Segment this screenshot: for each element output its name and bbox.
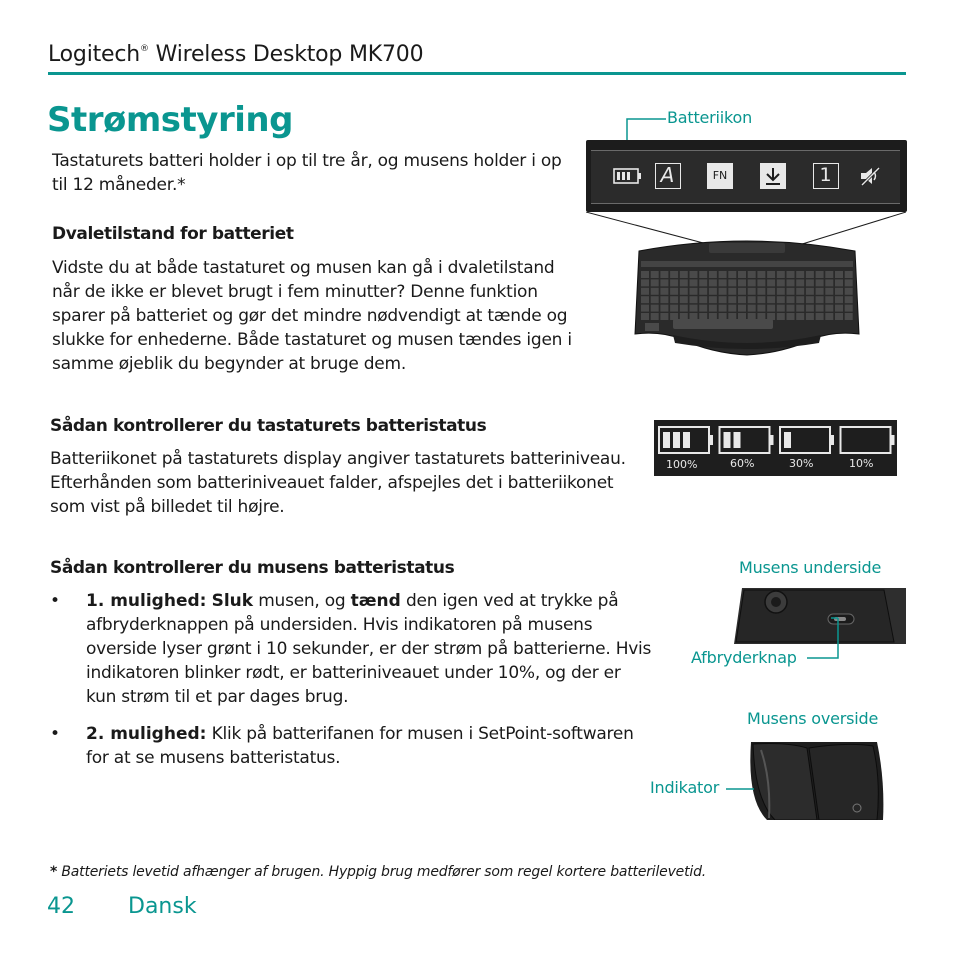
footnote-text: Batteriets levetid afhænger af brugen. Hyppig brug medfører som regel kortere batterilevetid. (61, 864, 707, 880)
keyboard-key (641, 279, 649, 286)
keyboard-key (777, 313, 785, 320)
keyboard-key (767, 271, 775, 278)
keyboard-key (825, 271, 833, 278)
keyboard-key (816, 271, 824, 278)
keyboard-key (670, 279, 678, 286)
keyboard-key (641, 313, 649, 320)
keyboard-key (796, 288, 804, 295)
keyboard-key (835, 271, 843, 278)
keyboard-key (719, 271, 727, 278)
keyboard-key (670, 305, 678, 312)
keyboard-key (690, 288, 698, 295)
fn-lock-icon (707, 163, 733, 189)
keyboard-key (796, 296, 804, 303)
battery-level-icon (659, 427, 713, 453)
keyboard-key (796, 279, 804, 286)
keyboard-key (660, 313, 668, 320)
keyboard-key (719, 296, 727, 303)
keyboard-key (728, 271, 736, 278)
keyboard-key (806, 288, 814, 295)
keyboard-key (787, 296, 795, 303)
battery-icon (613, 165, 643, 191)
keyboard-key (651, 313, 659, 320)
option-2-text (86, 722, 654, 770)
callout-power-button: Afbryderknap (691, 648, 797, 667)
battery-level-label: 10% (849, 457, 874, 470)
keyboard-key (641, 288, 649, 295)
keyboard-key (787, 305, 795, 312)
option-1-label: 1. mulighed: (86, 591, 207, 611)
keyboard-key (806, 279, 814, 286)
keyboard-key (845, 305, 853, 312)
keyboard-key (757, 279, 765, 286)
page-title: Strømstyring (47, 100, 293, 140)
callout-mouse-bottom: Musens underside (739, 558, 882, 577)
keyboard-key (787, 271, 795, 278)
header-divider (48, 72, 906, 75)
battery-level-label: 60% (730, 457, 755, 470)
option-2-body: Klik på batterifanen for musen i SetPoint-softwaren for at se musens batteristatus. (86, 724, 634, 768)
keyboard-key (709, 271, 717, 278)
list-item-option-2 (50, 722, 655, 772)
keyboard-key (748, 305, 756, 312)
keyboard-key (738, 305, 746, 312)
battery-segment (663, 432, 670, 448)
keyboard-key (835, 296, 843, 303)
intro-paragraph: Tastaturets batteri holder i op til tre år, og musens holder i op til 12 måneder.* (52, 151, 562, 195)
keyboard-key (690, 271, 698, 278)
keyboard-key (670, 288, 678, 295)
sleep-paragraph: Vidste du at både tastaturet og musen kan gå i dvaletilstand når de ikke er blevet brugt i fem minutter? Denne funktion sparer på batteriet og gør det mindre nødvendigt at tænde og slukke for enhederne. Både tastaturet og musen tændes igen i samme øjeblik du begynder at bruge dem. (52, 258, 572, 374)
keyboard-key (835, 313, 843, 320)
keyboard-key (787, 313, 795, 320)
battery-segment (784, 432, 791, 448)
keyboard-key (806, 313, 814, 320)
keyboard-key (835, 288, 843, 295)
keyboard-key (699, 279, 707, 286)
num-lock-icon (813, 163, 839, 189)
keyboard-key (699, 296, 707, 303)
keyboard-key (690, 313, 698, 320)
keyboard-key (641, 305, 649, 312)
mouse-status-heading: Sådan kontrollerer du musens batteristatus (50, 558, 455, 578)
keyboard-key (816, 305, 824, 312)
battery-segment (673, 432, 680, 448)
keyboard-key (796, 313, 804, 320)
keyboard-key (767, 296, 775, 303)
keyboard-key (670, 271, 678, 278)
keyboard-key (738, 279, 746, 286)
keyboard-key (748, 288, 756, 295)
battery-level-label: 100% (666, 458, 698, 471)
battery-level-icon (720, 427, 774, 453)
keyboard-key (699, 271, 707, 278)
battery-level-label: 30% (789, 457, 814, 470)
keyboard-key (660, 296, 668, 303)
keyboard-key (816, 313, 824, 320)
keyboard-key (719, 288, 727, 295)
battery-level-icon (841, 427, 895, 453)
keyboard-key (777, 271, 785, 278)
keyboard-key (767, 313, 775, 320)
keyboard-key (825, 305, 833, 312)
keyboard-key (816, 279, 824, 286)
keyboard-key (757, 305, 765, 312)
option-1-part-a: musen, og (258, 591, 346, 611)
keyboard-key (825, 296, 833, 303)
keyboard-key (719, 279, 727, 286)
keyboard-key (845, 296, 853, 303)
keyboard-key (767, 305, 775, 312)
battery-segment (683, 432, 690, 448)
keyboard-key (816, 296, 824, 303)
keyboard-key (845, 288, 853, 295)
battery-level-icon (780, 427, 834, 453)
keyboard-key (690, 305, 698, 312)
keyboard-key (845, 271, 853, 278)
keyboard-key (728, 279, 736, 286)
keyboard-key (806, 296, 814, 303)
keyboard-key (699, 313, 707, 320)
keyboard-key (651, 296, 659, 303)
keyboard-key (728, 313, 736, 320)
keyboard-key (680, 313, 688, 320)
bullet-icon: • (50, 591, 61, 611)
keyboard-key (825, 313, 833, 320)
keyboard-display-panel (586, 140, 907, 212)
keyboard-key (699, 305, 707, 312)
battery-levels-panel (654, 420, 897, 476)
callout-battery-icon: Batteriikon (667, 108, 753, 127)
keyboard-key (748, 313, 756, 320)
keyboard-key (699, 288, 707, 295)
footnote (50, 864, 706, 880)
keyboard-key (709, 288, 717, 295)
callout-power-line (806, 616, 846, 666)
keyboard-key (757, 271, 765, 278)
keyboard-key (660, 279, 668, 286)
callout-indicator: Indikator (650, 778, 720, 797)
battery-segment (734, 432, 741, 448)
footnote-marker: * (50, 864, 58, 880)
keyboard-status-heading: Sådan kontrollerer du tastaturets batteristatus (50, 416, 487, 436)
product-name: Wireless Desktop MK700 (155, 42, 424, 67)
page-number: 42 (47, 894, 75, 919)
keyboard-key (670, 296, 678, 303)
fn-lock-label: FN (712, 169, 728, 182)
keyboard-key (709, 296, 717, 303)
keyboard-key (709, 313, 717, 320)
callout-mouse-top: Musens overside (747, 709, 879, 728)
page-language: Dansk (128, 894, 197, 919)
keyboard-key (845, 313, 853, 320)
list-item-option-1 (50, 589, 655, 709)
on-keyword: tænd (350, 591, 401, 611)
keyboard-key (719, 313, 727, 320)
keyboard-key (670, 313, 678, 320)
keyboard-key (757, 296, 765, 303)
option-2-label: 2. mulighed: (86, 724, 207, 744)
keyboard-key (738, 313, 746, 320)
option-1-text (86, 589, 654, 709)
caps-lock-icon (655, 163, 681, 189)
mute-icon (857, 163, 883, 189)
keyboard-key (777, 279, 785, 286)
keyboard-key (660, 288, 668, 295)
keyboard-key (680, 296, 688, 303)
sleep-heading: Dvaletilstand for batteriet (52, 224, 294, 244)
keyboard-key (680, 305, 688, 312)
keyboard-key (709, 279, 717, 286)
keyboard-key (651, 279, 659, 286)
keyboard-key (680, 279, 688, 286)
keyboard-key (825, 288, 833, 295)
keyboard-key (748, 271, 756, 278)
keyboard-key (738, 271, 746, 278)
bullet-icon: • (50, 724, 61, 744)
keyboard-key (719, 305, 727, 312)
keyboard-key (757, 288, 765, 295)
mouse-top-image (747, 740, 887, 824)
off-keyword: Sluk (211, 591, 254, 611)
registered-mark: ® (140, 44, 149, 54)
keyboard-key (777, 288, 785, 295)
keyboard-key (641, 296, 649, 303)
keyboard-key (709, 305, 717, 312)
keyboard-key (748, 279, 756, 286)
option-1-part-b: den igen ved at trykke på afbryderknappen på undersiden. Hvis indikatoren på musens overside lyser grønt i 10 sekunder, er der strøm på batterierne. Hvis indikatoren blinker rødt, er batteriniveauet under 10%, og der er kun strøm til et par dages brug. (86, 591, 652, 707)
keyboard-key (816, 288, 824, 295)
keyboard-key (767, 288, 775, 295)
keyboard-key (757, 313, 765, 320)
keyboard-key (767, 279, 775, 286)
brand-name: Logitech (48, 42, 141, 67)
keyboard-key (796, 271, 804, 278)
keyboard-key (787, 288, 795, 295)
num-lock-label: 1 (819, 164, 832, 186)
keyboard-key (690, 279, 698, 286)
keyboard-key (728, 305, 736, 312)
keyboard-key (835, 305, 843, 312)
keyboard-key (835, 279, 843, 286)
keyboard-key (728, 296, 736, 303)
keyboard-key (806, 305, 814, 312)
keyboard-status-paragraph: Batteriikonet på tastaturets display angiver tastaturets batteriniveau. Efterhånden som batteriniveauet falder, afspejles det i batteriikonet som vist på billedet til højre. (50, 449, 626, 517)
keyboard-key (738, 296, 746, 303)
keyboard-key (651, 271, 659, 278)
battery-segment (724, 432, 731, 448)
keyboard-key (651, 288, 659, 295)
keyboard-key (680, 288, 688, 295)
keyboard-key (738, 288, 746, 295)
caps-lock-label: A (660, 163, 675, 187)
keyboard-key (641, 271, 649, 278)
keyboard-key (777, 296, 785, 303)
keyboard-key (845, 279, 853, 286)
scroll-lock-icon (760, 163, 786, 189)
keyboard-image (633, 239, 861, 361)
keyboard-display-strip (591, 150, 900, 204)
keyboard-key (777, 305, 785, 312)
keyboard-key (806, 271, 814, 278)
keyboard-key (690, 296, 698, 303)
keyboard-key (660, 271, 668, 278)
keyboard-key (787, 279, 795, 286)
header-title (48, 42, 423, 67)
keyboard-key (660, 305, 668, 312)
keyboard-key (825, 279, 833, 286)
keyboard-key (728, 288, 736, 295)
keyboard-key (680, 271, 688, 278)
keyboard-key (796, 305, 804, 312)
keyboard-key (651, 305, 659, 312)
keyboard-key (748, 296, 756, 303)
callout-indicator-line (726, 786, 756, 792)
